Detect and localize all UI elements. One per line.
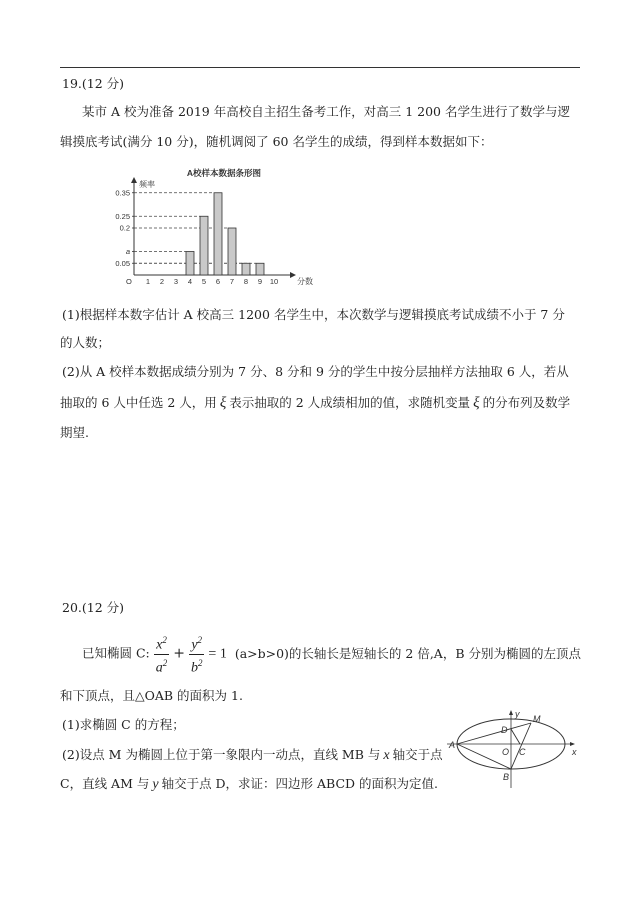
top-rule <box>60 67 580 68</box>
line-MB <box>511 723 531 769</box>
chart-ytick-label: 0.05 <box>115 258 130 268</box>
fig-x-arrow <box>570 742 575 746</box>
line-DC <box>511 729 520 744</box>
q19-part2-line1: (2)从 A 校样本数据成绩分别为 7 分、8 分和 9 分的学生中按分层抽样方法抽取 6 人，若从 <box>62 364 569 379</box>
chart-ytick-label: 0.35 <box>115 188 130 198</box>
q20-part3-text-a: C，直线 AM 与 <box>60 776 150 791</box>
var-y: y <box>152 777 159 792</box>
chart-ylabel: 频率 <box>139 180 155 189</box>
chart-xtick-label: 10 <box>269 277 279 286</box>
label-D: D <box>501 725 508 735</box>
chart-x-arrow <box>290 272 296 278</box>
var-x: x <box>383 748 390 763</box>
chart-xtick-label: 8 <box>243 277 249 286</box>
q19-header: 19.(12 分) <box>62 76 125 91</box>
q19-part2-text-b: 表示抽取的 2 人成绩相加的值，求随机变量 <box>229 395 471 410</box>
fig-y-arrow <box>509 710 513 715</box>
chart-bar <box>242 263 250 275</box>
fraction-y-over-b <box>189 632 205 676</box>
chart-bar <box>214 193 222 275</box>
xi-symbol: ξ <box>219 395 227 411</box>
chart-xtick-label: 2 <box>159 277 165 286</box>
label-x: x <box>572 747 577 757</box>
var-b: b <box>190 660 198 676</box>
chart-ytick-label: a <box>125 247 130 256</box>
q19-part1-line1: (1)根据样本数字估计 A 校高三 1200 名学生中，本次数学与逻辑摸底考试成绩不小于 7 分 <box>62 307 565 322</box>
label-B: B <box>503 772 510 782</box>
q19-part2-text-c: 的分布列及数学 <box>482 395 571 410</box>
line-AM <box>457 723 531 744</box>
q20-condition: (a>b>0)的长轴长是短轴长的 2 倍,A，B 分别为椭圆的左顶点 <box>234 645 581 661</box>
q19-part1-line2: 的人数； <box>60 335 111 350</box>
chart-xtick-label: 6 <box>215 277 221 286</box>
chart-title: A校样本数据条形图 <box>186 168 262 178</box>
q20-part2-text-a: (2)设点 M 为椭圆上位于第一象限内一动点，直线 MB 与 <box>62 747 381 762</box>
chart-xtick-label: 1 <box>145 277 151 286</box>
q20-ellipse-equation-line <box>82 632 581 674</box>
chart-ytick-label: 0.2 <box>119 223 130 233</box>
equals-one: = 1 <box>208 646 227 662</box>
q20-lead: 已知椭圆 C: <box>82 645 150 661</box>
label-C: C <box>519 747 526 757</box>
exp-2: 2 <box>162 635 167 645</box>
q19-intro-line2: 辑摸底考试(满分 10 分)，随机调阅了 60 名学生的成绩，得到样本数据如下： <box>60 134 493 149</box>
q20-part3-line <box>60 776 438 793</box>
exp-2: 2 <box>197 657 203 668</box>
chart-bar <box>228 228 236 275</box>
chart-bar <box>186 252 194 276</box>
q20-part2-text-b: 轴交于点 <box>392 747 443 762</box>
var-a: a <box>155 660 163 676</box>
var-x: x <box>156 637 163 653</box>
q19-part2-line2 <box>60 395 570 411</box>
chart-bar <box>200 216 208 275</box>
label-A: A <box>449 740 456 750</box>
chart-bar <box>256 263 264 275</box>
chart-xlabel: 分数 <box>297 277 313 286</box>
var-y: y <box>191 637 198 653</box>
label-y: y <box>515 709 520 719</box>
ellipse-figure <box>445 708 580 790</box>
exp-2: 2 <box>162 657 168 668</box>
exp-2: 2 <box>197 635 203 645</box>
chart-xtick-label: 3 <box>173 277 179 286</box>
bar-chart <box>112 165 332 290</box>
q20-header: 20.(12 分) <box>62 600 125 615</box>
fraction-x-over-a <box>154 632 170 676</box>
q19-intro-line1: 某市 A 校为准备 2019 年高校自主招生备考工作，对高三 1 200 名学生进行了数学与逻 <box>82 104 570 119</box>
q20-part1: (1)求椭圆 C 的方程； <box>62 717 185 732</box>
q19-part2-text-a: 抽取的 6 人中任选 2 人，用 <box>60 395 217 410</box>
label-M: M <box>533 714 541 724</box>
chart-xtick-label: 5 <box>201 277 207 286</box>
q20-part3-text-b: 轴交于点 D，求证：四边形 ABCD 的面积为定值. <box>161 776 439 791</box>
label-O: O <box>502 747 510 757</box>
q19-part2-line3: 期望. <box>60 425 89 440</box>
q20-part2-line <box>62 747 443 764</box>
chart-origin: O <box>126 277 132 286</box>
xi-symbol: ξ <box>473 395 480 411</box>
chart-xtick-label: 4 <box>187 277 193 286</box>
chart-y-arrow <box>131 177 137 183</box>
chart-xtick-label: 9 <box>257 277 263 286</box>
plus-sign: + <box>173 645 185 662</box>
chart-xtick-label: 7 <box>229 277 235 286</box>
chart-ytick-label: 0.25 <box>115 211 130 221</box>
q20-line2: 和下顶点，且△OAB 的面积为 1. <box>60 688 243 703</box>
